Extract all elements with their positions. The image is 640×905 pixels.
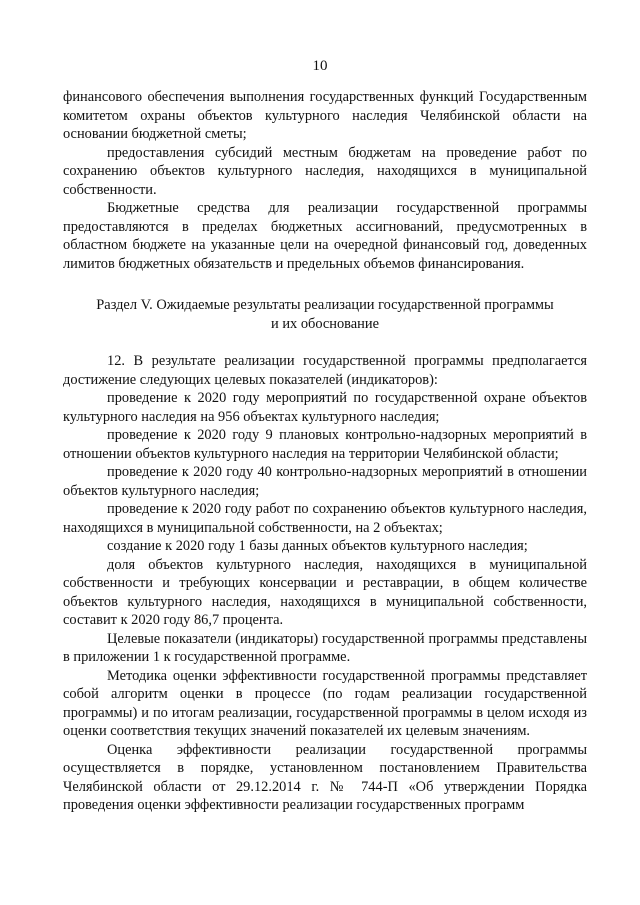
paragraph: Оценка эффективности реализации государственной программы осуществляется в порядке, установленном постановлением Правительства Челябинской области от 29.12.2014 г. № 744-П «Об утверждении Порядка проведения оценки эффективности реализации государственных программ [63, 741, 587, 813]
page-number: 10 [312, 58, 328, 74]
paragraph: проведение к 2020 году 40 контрольно-надзорных мероприятий в отношении объектов культурного наследия; [63, 464, 587, 499]
paragraph: проведение к 2020 году мероприятий по государственной охране объектов культурного наследия на 956 объектах культурного наследия; [63, 390, 587, 425]
section-heading-line: Раздел V. Ожидаемые результаты реализации государственной программы [96, 297, 554, 313]
paragraph: 12. В результате реализации государственной программы предполагается достижение следующих целевых показателей (индикаторов): [63, 353, 587, 388]
paragraph: предоставления субсидий местным бюджетам на проведение работ по сохранению объектов культурного наследия, находящихся в муниципальной собственности. [63, 144, 587, 198]
paragraph: Бюджетные средства для реализации государственной программы предоставляются в пределах бюджетных ассигнований, предусмотренных в областном бюджете на указанные цели на очередной финансовый год, доведенных лимитов бюджетных обязательств и предельных объемов финансирования. [63, 200, 587, 272]
paragraph: проведение к 2020 году работ по сохранению объектов культурного наследия, находящихся в муниципальной собственности, на 2 объектах; [63, 501, 587, 536]
paragraph: создание к 2020 году 1 базы данных объектов культурного наследия; [107, 538, 528, 554]
paragraph: Методика оценки эффективности государственной программы представляет собой алгоритм оценки в процессе (по годам реализации государственной программы) и по итогам реализации, государственной программы в целом исходя из оценки соответствия текущих значений показателей их целевым значениям. [63, 667, 587, 739]
paragraph: Целевые показатели (индикаторы) государственной программы представлены в приложении 1 к государственной программе. [63, 630, 587, 665]
paragraph: проведение к 2020 году 9 плановых контрольно-надзорных мероприятий в отношении объектов культурного наследия на территории Челябинской области; [63, 427, 587, 462]
document-body [63, 88, 587, 815]
section-heading [63, 296, 587, 333]
section-heading-line: и их обоснование [271, 315, 379, 332]
paragraph: доля объектов культурного наследия, находящихся в муниципальной собственности и требующих консервации и реставрации, в общем количестве объектов культурного наследия, находящихся в муниципальной собственности, составит к 2020 году 86,7 процента. [63, 556, 587, 628]
paragraph: финансового обеспечения выполнения государственных функций Государственным комитетом охраны объектов культурного наследия Челябинской области на основании бюджетной сметы; [63, 89, 587, 142]
